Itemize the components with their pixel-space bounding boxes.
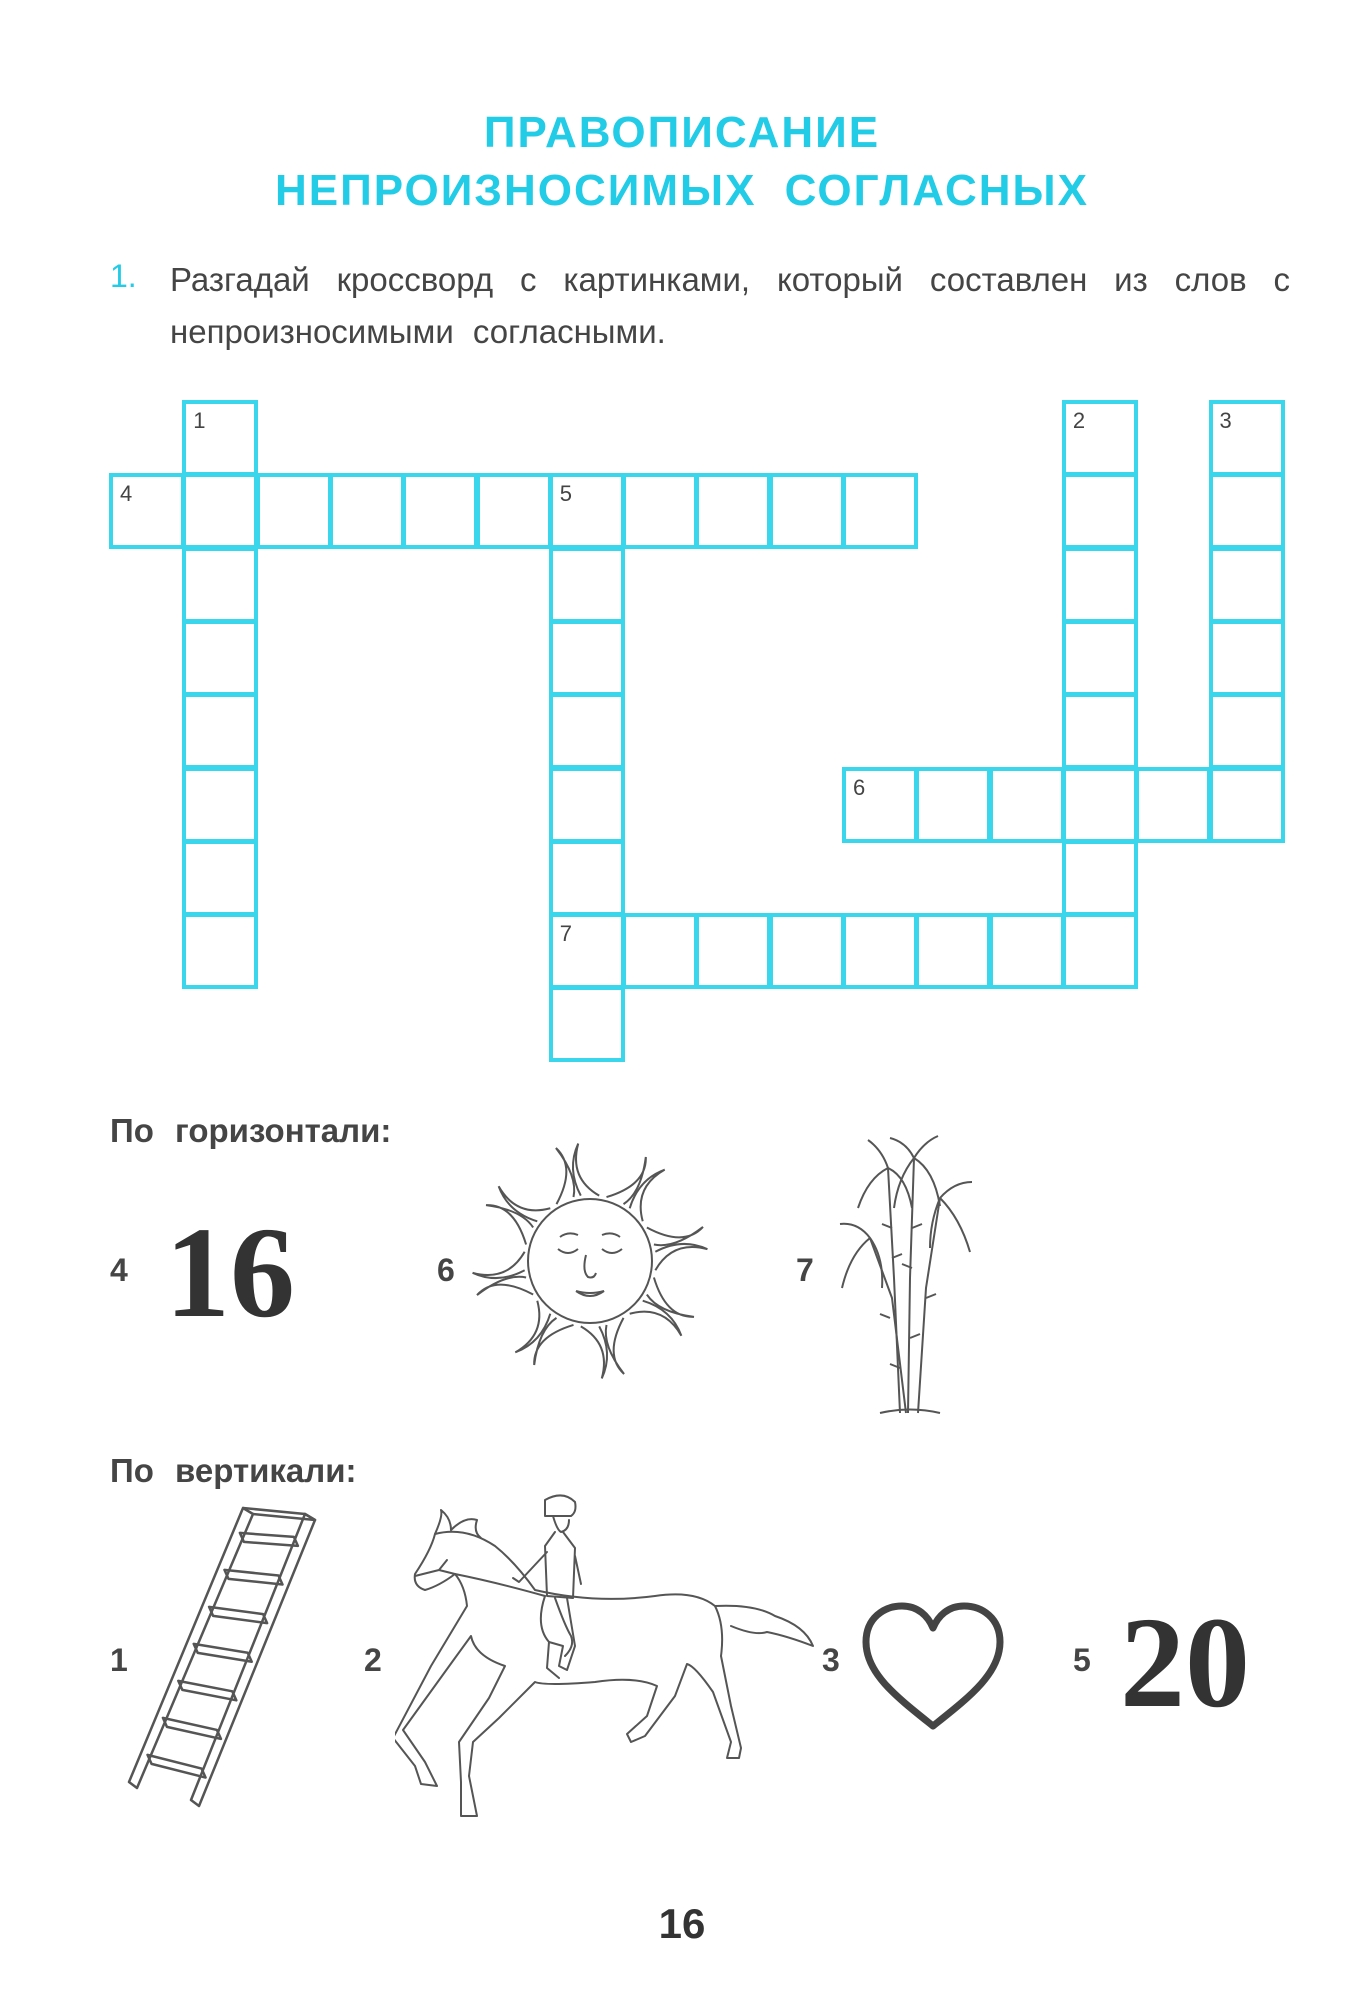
down-clue-number: 5 xyxy=(1073,1642,1091,1678)
crossword-cell[interactable] xyxy=(182,547,258,623)
crossword-cell[interactable] xyxy=(1062,840,1138,916)
crossword-cell[interactable] xyxy=(549,693,625,769)
crossword-cell[interactable] xyxy=(1062,913,1138,989)
crossword-cell[interactable] xyxy=(402,473,478,549)
crossword-clue-number: 7 xyxy=(559,921,573,947)
crossword-cell[interactable] xyxy=(989,767,1065,843)
crossword-cell[interactable] xyxy=(842,913,918,989)
crossword-cell[interactable] xyxy=(622,913,698,989)
crossword-cell[interactable] xyxy=(182,767,258,843)
crossword-cell[interactable] xyxy=(622,473,698,549)
across-clue-number: 6 xyxy=(437,1252,455,1288)
down-clue-number: 1 xyxy=(110,1642,128,1678)
across-clue-number: 4 xyxy=(110,1252,128,1288)
crossword-cell[interactable] xyxy=(1209,547,1285,623)
title-line-2: НЕПРОИЗНОСИМЫХ СОГЛАСНЫХ xyxy=(275,166,1089,215)
sugar-cane-icon xyxy=(830,1128,990,1418)
crossword-clue-number: 6 xyxy=(853,774,866,800)
ladder-icon xyxy=(125,1500,335,1830)
crossword-cell[interactable] xyxy=(549,840,625,916)
crossword-cell[interactable] xyxy=(1209,693,1285,769)
crossword-clue-number: 2 xyxy=(1072,408,1086,433)
task-text: Разгадай кроссворд с картинками, который составлен из слов с непроизносимыми согласными. xyxy=(170,261,1290,350)
crossword-clue-number: 1 xyxy=(193,408,206,433)
task-number: 1. xyxy=(110,258,137,294)
crossword-cell[interactable] xyxy=(1062,767,1138,843)
crossword-cell[interactable] xyxy=(1062,693,1138,769)
crossword-cell[interactable] xyxy=(915,913,991,989)
crossword-cell[interactable] xyxy=(1209,767,1285,843)
crossword-cell[interactable] xyxy=(549,767,625,843)
crossword-cell[interactable] xyxy=(182,473,258,549)
crossword-cell[interactable] xyxy=(329,473,405,549)
horse-rider-icon xyxy=(395,1486,815,1826)
crossword-cell[interactable] xyxy=(695,473,771,549)
crossword-cell[interactable] xyxy=(842,473,918,549)
number-16-picture: 16 xyxy=(165,1201,295,1345)
crossword-cell[interactable] xyxy=(549,986,625,1062)
crossword-cell[interactable] xyxy=(549,547,625,623)
crossword-cell[interactable] xyxy=(1062,620,1138,696)
crossword-cell[interactable] xyxy=(182,840,258,916)
crossword-cell[interactable] xyxy=(1209,620,1285,696)
crossword-cell[interactable] xyxy=(769,473,845,549)
crossword-cell[interactable] xyxy=(182,913,258,989)
crossword-cell[interactable] xyxy=(1135,767,1211,843)
crossword-clue-number: 3 xyxy=(1219,408,1232,433)
crossword-cell[interactable] xyxy=(182,620,258,696)
crossword-cell[interactable] xyxy=(695,913,771,989)
across-clue-number: 7 xyxy=(796,1252,814,1288)
crossword-cell[interactable] xyxy=(989,913,1065,989)
down-clue-number: 3 xyxy=(822,1642,840,1678)
down-heading: По вертикали: xyxy=(110,1452,357,1489)
crossword-cell[interactable] xyxy=(549,620,625,696)
crossword-clue-number: 5 xyxy=(559,481,573,507)
across-heading: По горизонтали: xyxy=(110,1112,392,1149)
crossword-cell[interactable] xyxy=(915,767,991,843)
down-clue-number: 2 xyxy=(364,1642,382,1678)
crossword-cell[interactable] xyxy=(182,693,258,769)
sun-icon xyxy=(470,1136,710,1386)
number-20-picture: 20 xyxy=(1120,1591,1250,1735)
heart-icon xyxy=(858,1598,1008,1738)
crossword-cell[interactable] xyxy=(256,473,332,549)
crossword-cell[interactable] xyxy=(1062,547,1138,623)
crossword-cell[interactable] xyxy=(769,913,845,989)
crossword-cell[interactable] xyxy=(476,473,552,549)
crossword-cell[interactable] xyxy=(1062,473,1138,549)
crossword-cell[interactable] xyxy=(1209,473,1285,549)
title-line-1: ПРАВОПИСАНИЕ xyxy=(483,108,881,157)
crossword-clue-number: 4 xyxy=(120,481,133,507)
page-number: 16 xyxy=(658,1900,706,1947)
